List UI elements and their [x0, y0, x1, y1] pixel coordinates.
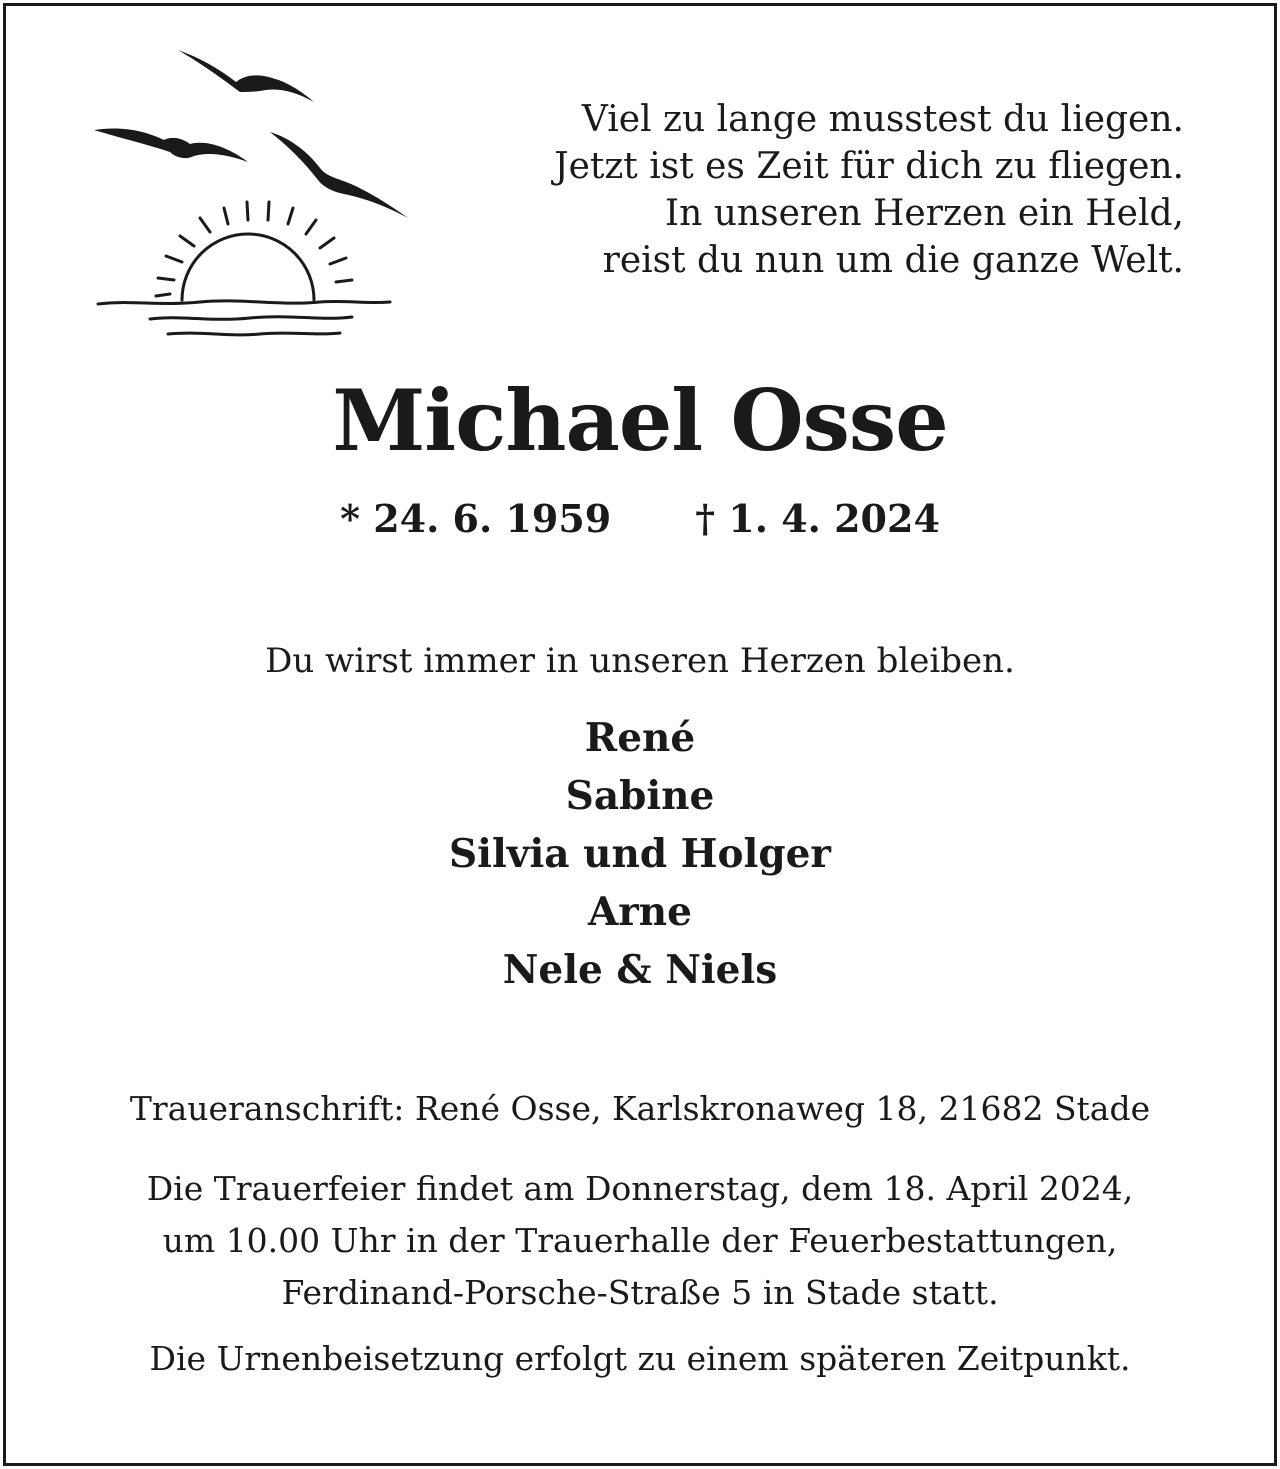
- poem-line: reist du nun um die ganze Welt.: [602, 240, 1184, 281]
- poem-line: Viel zu lange musstest du liegen.: [581, 99, 1184, 140]
- mourning-address: Traueranschrift: René Osse, Karlskronaweg 18, 21682 Stade: [129, 1089, 1151, 1128]
- service-line: um 10.00 Uhr in der Trauerhalle der Feuerbestattungen,: [162, 1221, 1118, 1260]
- service-line: Die Trauerfeier findet am Donnerstag, dem 18. April 2024,: [146, 1169, 1134, 1208]
- poem-text: [424, 96, 1184, 284]
- remembrance-line: Du wirst immer in unseren Herzen bleiben.: [265, 641, 1015, 681]
- death-date: † 1. 4. 2024: [695, 496, 940, 541]
- mourner-name: Nele & Niels: [502, 947, 778, 993]
- urn-burial-note: Die Urnenbeisetzung erfolgt zu einem späteren Zeitpunkt.: [149, 1339, 1131, 1378]
- life-dates: [6, 494, 1274, 544]
- mourner-name: Sabine: [565, 773, 715, 819]
- poem-line: In unseren Herzen ein Held,: [664, 193, 1184, 234]
- mourner-name: Silvia und Holger: [449, 831, 831, 877]
- obituary-notice: [3, 3, 1277, 1466]
- funeral-service-info: [6, 1163, 1274, 1319]
- deceased-name: Michael Osse: [332, 371, 948, 470]
- mourners-list: [6, 709, 1274, 999]
- sunset-with-seagulls-icon: [90, 44, 415, 349]
- service-line: Ferdinand-Porsche-Straße 5 in Stade statt.: [281, 1273, 999, 1312]
- poem-line: Jetzt ist es Zeit für dich zu fliegen.: [554, 146, 1184, 187]
- mourner-name: René: [584, 715, 696, 761]
- birth-date: * 24. 6. 1959: [340, 496, 612, 541]
- mourner-name: Arne: [588, 889, 692, 935]
